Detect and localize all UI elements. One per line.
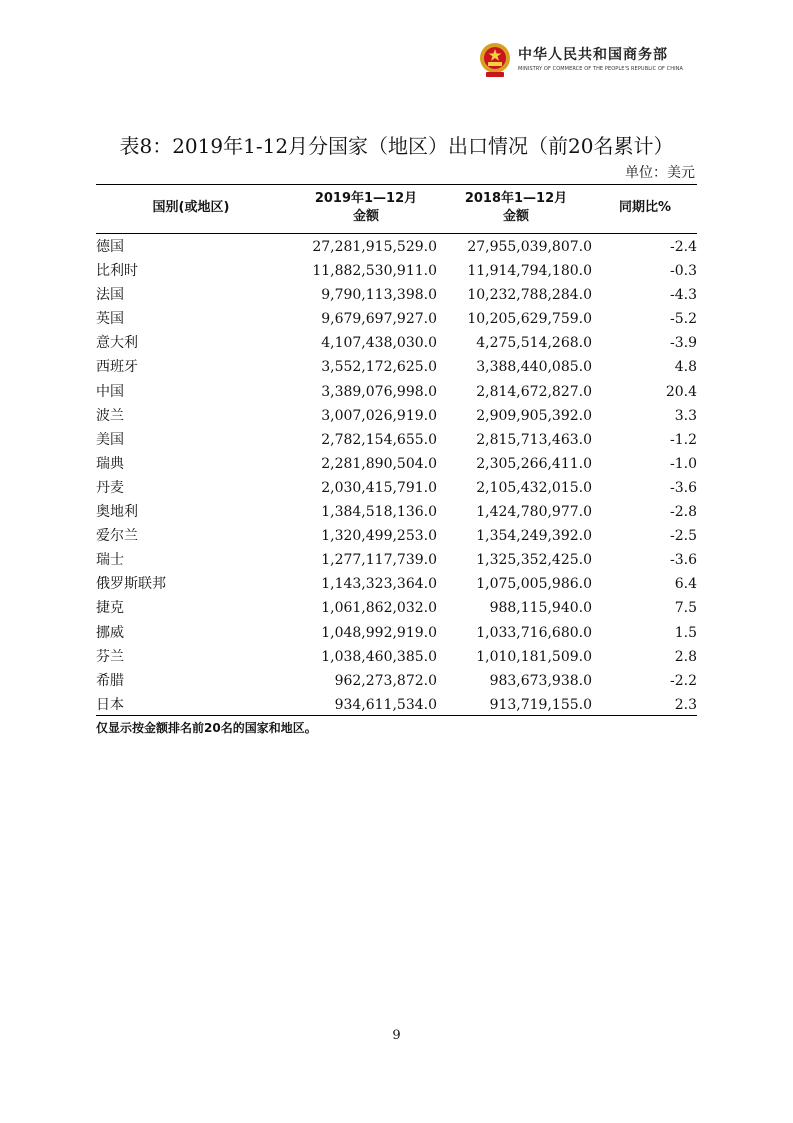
yoy-change: 6.4 — [674, 576, 697, 593]
table-row — [96, 452, 697, 476]
header-2019 — [296, 190, 436, 226]
table-row — [96, 572, 697, 596]
table-top-rule — [96, 184, 697, 185]
country-name: 法国 — [96, 287, 124, 304]
amount-2018: 2,909,905,392.0 — [476, 407, 592, 424]
amount-2018: 1,010,181,509.0 — [476, 648, 592, 665]
yoy-change: -4.3 — [670, 287, 697, 304]
table-row — [96, 259, 697, 283]
amount-2018: 913,719,155.0 — [489, 696, 592, 713]
country-name: 芬兰 — [96, 648, 124, 665]
table-row — [96, 307, 697, 331]
header-2018-period: 2018年1—12月 — [464, 191, 568, 206]
amount-2018: 983,673,938.0 — [489, 672, 592, 689]
header-2018 — [446, 190, 586, 226]
table-row — [96, 524, 697, 548]
table-row — [96, 283, 697, 307]
country-name: 希腊 — [96, 672, 124, 689]
page-number: 9 — [392, 1028, 401, 1043]
yoy-change: 3.3 — [674, 407, 697, 424]
yoy-change: -3.6 — [670, 552, 697, 569]
table-row — [96, 645, 697, 669]
country-name: 俄罗斯联邦 — [96, 576, 166, 593]
country-name: 丹麦 — [96, 479, 124, 496]
amount-2018: 2,815,713,463.0 — [476, 431, 592, 448]
amount-2018: 4,275,514,268.0 — [476, 335, 592, 352]
amount-2019: 2,281,890,504.0 — [321, 455, 437, 472]
table-row — [96, 476, 697, 500]
table-row — [96, 669, 697, 693]
amount-2019: 1,038,460,385.0 — [321, 648, 437, 665]
table-row — [96, 235, 697, 259]
table-row — [96, 693, 697, 717]
country-name: 日本 — [96, 696, 124, 713]
table-row — [96, 380, 697, 404]
unit-label: 单位：美元 — [625, 165, 695, 181]
country-name: 德国 — [96, 239, 124, 255]
amount-2019: 4,107,438,030.0 — [321, 335, 437, 352]
country-name: 比利时 — [96, 263, 138, 280]
yoy-change: -1.2 — [670, 431, 697, 448]
table-row — [96, 596, 697, 620]
amount-2019: 2,782,154,655.0 — [321, 431, 437, 448]
national-emblem-icon — [478, 40, 512, 80]
amount-2019: 1,048,992,919.0 — [321, 624, 437, 641]
amount-2018: 2,105,432,015.0 — [476, 479, 592, 496]
table-header-rule — [96, 233, 697, 234]
country-name: 捷克 — [96, 600, 124, 617]
table-footnote: 仅显示按金额排名前20名的国家和地区。 — [96, 721, 317, 735]
amount-2019: 934,611,534.0 — [334, 696, 437, 713]
yoy-change: -1.0 — [670, 455, 697, 472]
amount-2019: 962,273,872.0 — [334, 672, 437, 689]
table-row — [96, 548, 697, 572]
yoy-change: -0.3 — [670, 263, 697, 280]
country-name: 意大利 — [96, 335, 138, 352]
ministry-logo — [478, 40, 698, 80]
country-name: 奥地利 — [96, 504, 138, 521]
table-row — [96, 331, 697, 355]
amount-2019: 1,320,499,253.0 — [321, 528, 437, 545]
table-body — [96, 235, 697, 717]
amount-2019: 3,007,026,919.0 — [321, 407, 437, 424]
table-row — [96, 500, 697, 524]
header-2018-amount: 金额 — [502, 209, 529, 224]
ministry-name-en: MINISTRY OF COMMERCE OF THE PEOPLE'S REPUBLIC OF CHINA — [518, 66, 684, 72]
yoy-change: -2.8 — [670, 504, 697, 521]
yoy-change: -3.9 — [670, 335, 697, 352]
ministry-name-cn: 中华人民共和国商务部 — [518, 47, 668, 63]
yoy-change: 2.3 — [674, 696, 697, 713]
amount-2018: 988,115,940.0 — [489, 600, 592, 617]
amount-2018: 2,814,672,827.0 — [476, 383, 592, 400]
amount-2018: 2,305,266,411.0 — [476, 455, 592, 472]
yoy-change: -3.6 — [670, 479, 697, 496]
header-2019-amount: 金额 — [352, 209, 379, 224]
country-name: 挪威 — [96, 624, 124, 641]
amount-2018: 10,205,629,759.0 — [467, 311, 592, 328]
yoy-change: -2.5 — [670, 528, 697, 545]
table-bottom-rule — [96, 715, 697, 716]
amount-2018: 1,325,352,425.0 — [476, 552, 592, 569]
country-name: 英国 — [96, 311, 124, 328]
amount-2019: 11,882,530,911.0 — [312, 263, 437, 280]
amount-2018: 11,914,794,180.0 — [467, 263, 592, 280]
amount-2018: 10,232,788,284.0 — [467, 287, 592, 304]
country-name: 瑞典 — [96, 455, 124, 472]
yoy-change: -2.2 — [670, 672, 697, 689]
amount-2019: 9,679,697,927.0 — [321, 311, 437, 328]
table-row — [96, 404, 697, 428]
amount-2019: 1,143,323,364.0 — [321, 576, 437, 593]
yoy-change: -2.4 — [670, 239, 697, 255]
amount-2019: 1,061,862,032.0 — [321, 600, 437, 617]
yoy-change: 7.5 — [674, 600, 697, 617]
table-row — [96, 621, 697, 645]
country-name: 西班牙 — [96, 359, 138, 376]
country-name: 美国 — [96, 431, 124, 448]
country-name: 波兰 — [96, 407, 124, 424]
table-row — [96, 428, 697, 452]
table-row — [96, 355, 697, 379]
yoy-change: 4.8 — [674, 359, 697, 376]
amount-2018: 3,388,440,085.0 — [476, 359, 592, 376]
yoy-change: -5.2 — [670, 311, 697, 328]
header-2019-period: 2019年1—12月 — [314, 191, 418, 206]
country-name: 爱尔兰 — [96, 528, 138, 545]
yoy-change: 2.8 — [674, 648, 697, 665]
amount-2019: 2,030,415,791.0 — [321, 479, 437, 496]
amount-2019: 1,384,518,136.0 — [321, 504, 437, 521]
yoy-change: 20.4 — [665, 383, 697, 400]
amount-2019: 9,790,113,398.0 — [321, 287, 437, 304]
amount-2018: 27,955,039,807.0 — [467, 239, 592, 255]
table-title: 表8：2019年1-12月分国家（地区）出口情况（前20名累计） — [119, 134, 674, 158]
yoy-change: 1.5 — [674, 624, 697, 641]
header-country: 国别(或地区) — [152, 200, 230, 215]
header-yoy: 同期比% — [618, 200, 672, 215]
amount-2019: 27,281,915,529.0 — [312, 239, 437, 255]
amount-2018: 1,424,780,977.0 — [476, 504, 592, 521]
country-name: 中国 — [96, 383, 124, 400]
country-name: 瑞士 — [96, 552, 124, 569]
amount-2018: 1,075,005,986.0 — [476, 576, 592, 593]
amount-2019: 3,389,076,998.0 — [321, 383, 437, 400]
amount-2019: 3,552,172,625.0 — [321, 359, 437, 376]
amount-2018: 1,033,716,680.0 — [476, 624, 592, 641]
amount-2019: 1,277,117,739.0 — [321, 552, 437, 569]
amount-2018: 1,354,249,392.0 — [476, 528, 592, 545]
